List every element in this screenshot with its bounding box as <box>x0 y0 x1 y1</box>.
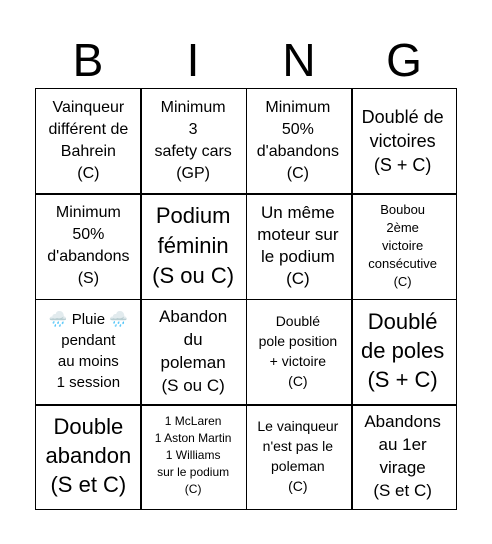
bingo-cell[interactable] <box>246 194 351 299</box>
bingo-cell[interactable] <box>350 89 455 194</box>
bingo-cell-text: 1 McLaren 1 Aston Martin 1 Williams sur le podium (C) <box>154 414 232 497</box>
bingo-cell[interactable] <box>350 194 455 299</box>
bingo-cell-text: Le vainqueur n'est pas le poleman (C) <box>257 417 339 494</box>
bingo-cell-text: Vainqueur différent de Bahrein (C) <box>48 99 129 183</box>
bingo-cell[interactable] <box>141 194 246 299</box>
bingo-cell[interactable] <box>141 299 246 404</box>
bingo-cell-text: Abandons au 1er virage (S et C) <box>364 411 441 500</box>
bingo-cell-text: 🌧️ Pluie 🌧️ pendant au moins 1 session <box>48 310 128 391</box>
bingo-cell-text: Doublé de victoires (S + C) <box>361 107 444 176</box>
bingo-cell[interactable] <box>246 403 351 508</box>
bingo-cell-text: Un même moteur sur le podium (C) <box>257 203 339 289</box>
bingo-header <box>35 28 457 88</box>
bingo-cell[interactable] <box>36 403 141 508</box>
bingo-cell-text: Doublé pole position + victoire (C) <box>258 312 338 389</box>
bingo-cell[interactable] <box>350 299 455 404</box>
bingo-cell[interactable] <box>141 89 246 194</box>
bingo-cell[interactable] <box>350 403 455 508</box>
bingo-cell[interactable] <box>36 194 141 299</box>
bingo-cell[interactable] <box>36 89 141 194</box>
bingo-cell[interactable] <box>141 403 246 508</box>
header-letter-i: I <box>186 34 200 86</box>
bingo-cell-text: Doublé de poles (S + C) <box>361 309 445 393</box>
header-letter-b: B <box>72 34 104 86</box>
bingo-cell-text: Boubou 2ème victoire consécutive (C) <box>368 202 437 290</box>
header-letter-g: G <box>386 34 422 86</box>
bingo-cell-text: Minimum 3 safety cars (GP) <box>154 99 232 183</box>
bingo-cell-text: Double abandon (S et C) <box>45 414 132 498</box>
bingo-grid <box>35 88 457 510</box>
bingo-cell-text: Podium féminin (S ou C) <box>152 203 235 289</box>
bingo-cell-text: Abandon du poleman (S ou C) <box>159 306 228 395</box>
bingo-cell-text: Minimum 50% d'abandons (C) <box>256 99 339 183</box>
bingo-cell[interactable] <box>36 299 141 404</box>
bingo-cell[interactable] <box>246 299 351 404</box>
header-letter-n: N <box>282 34 316 86</box>
bingo-cell-text: Minimum 50% d'abandons (S) <box>47 204 130 288</box>
bingo-cell[interactable] <box>246 89 351 194</box>
